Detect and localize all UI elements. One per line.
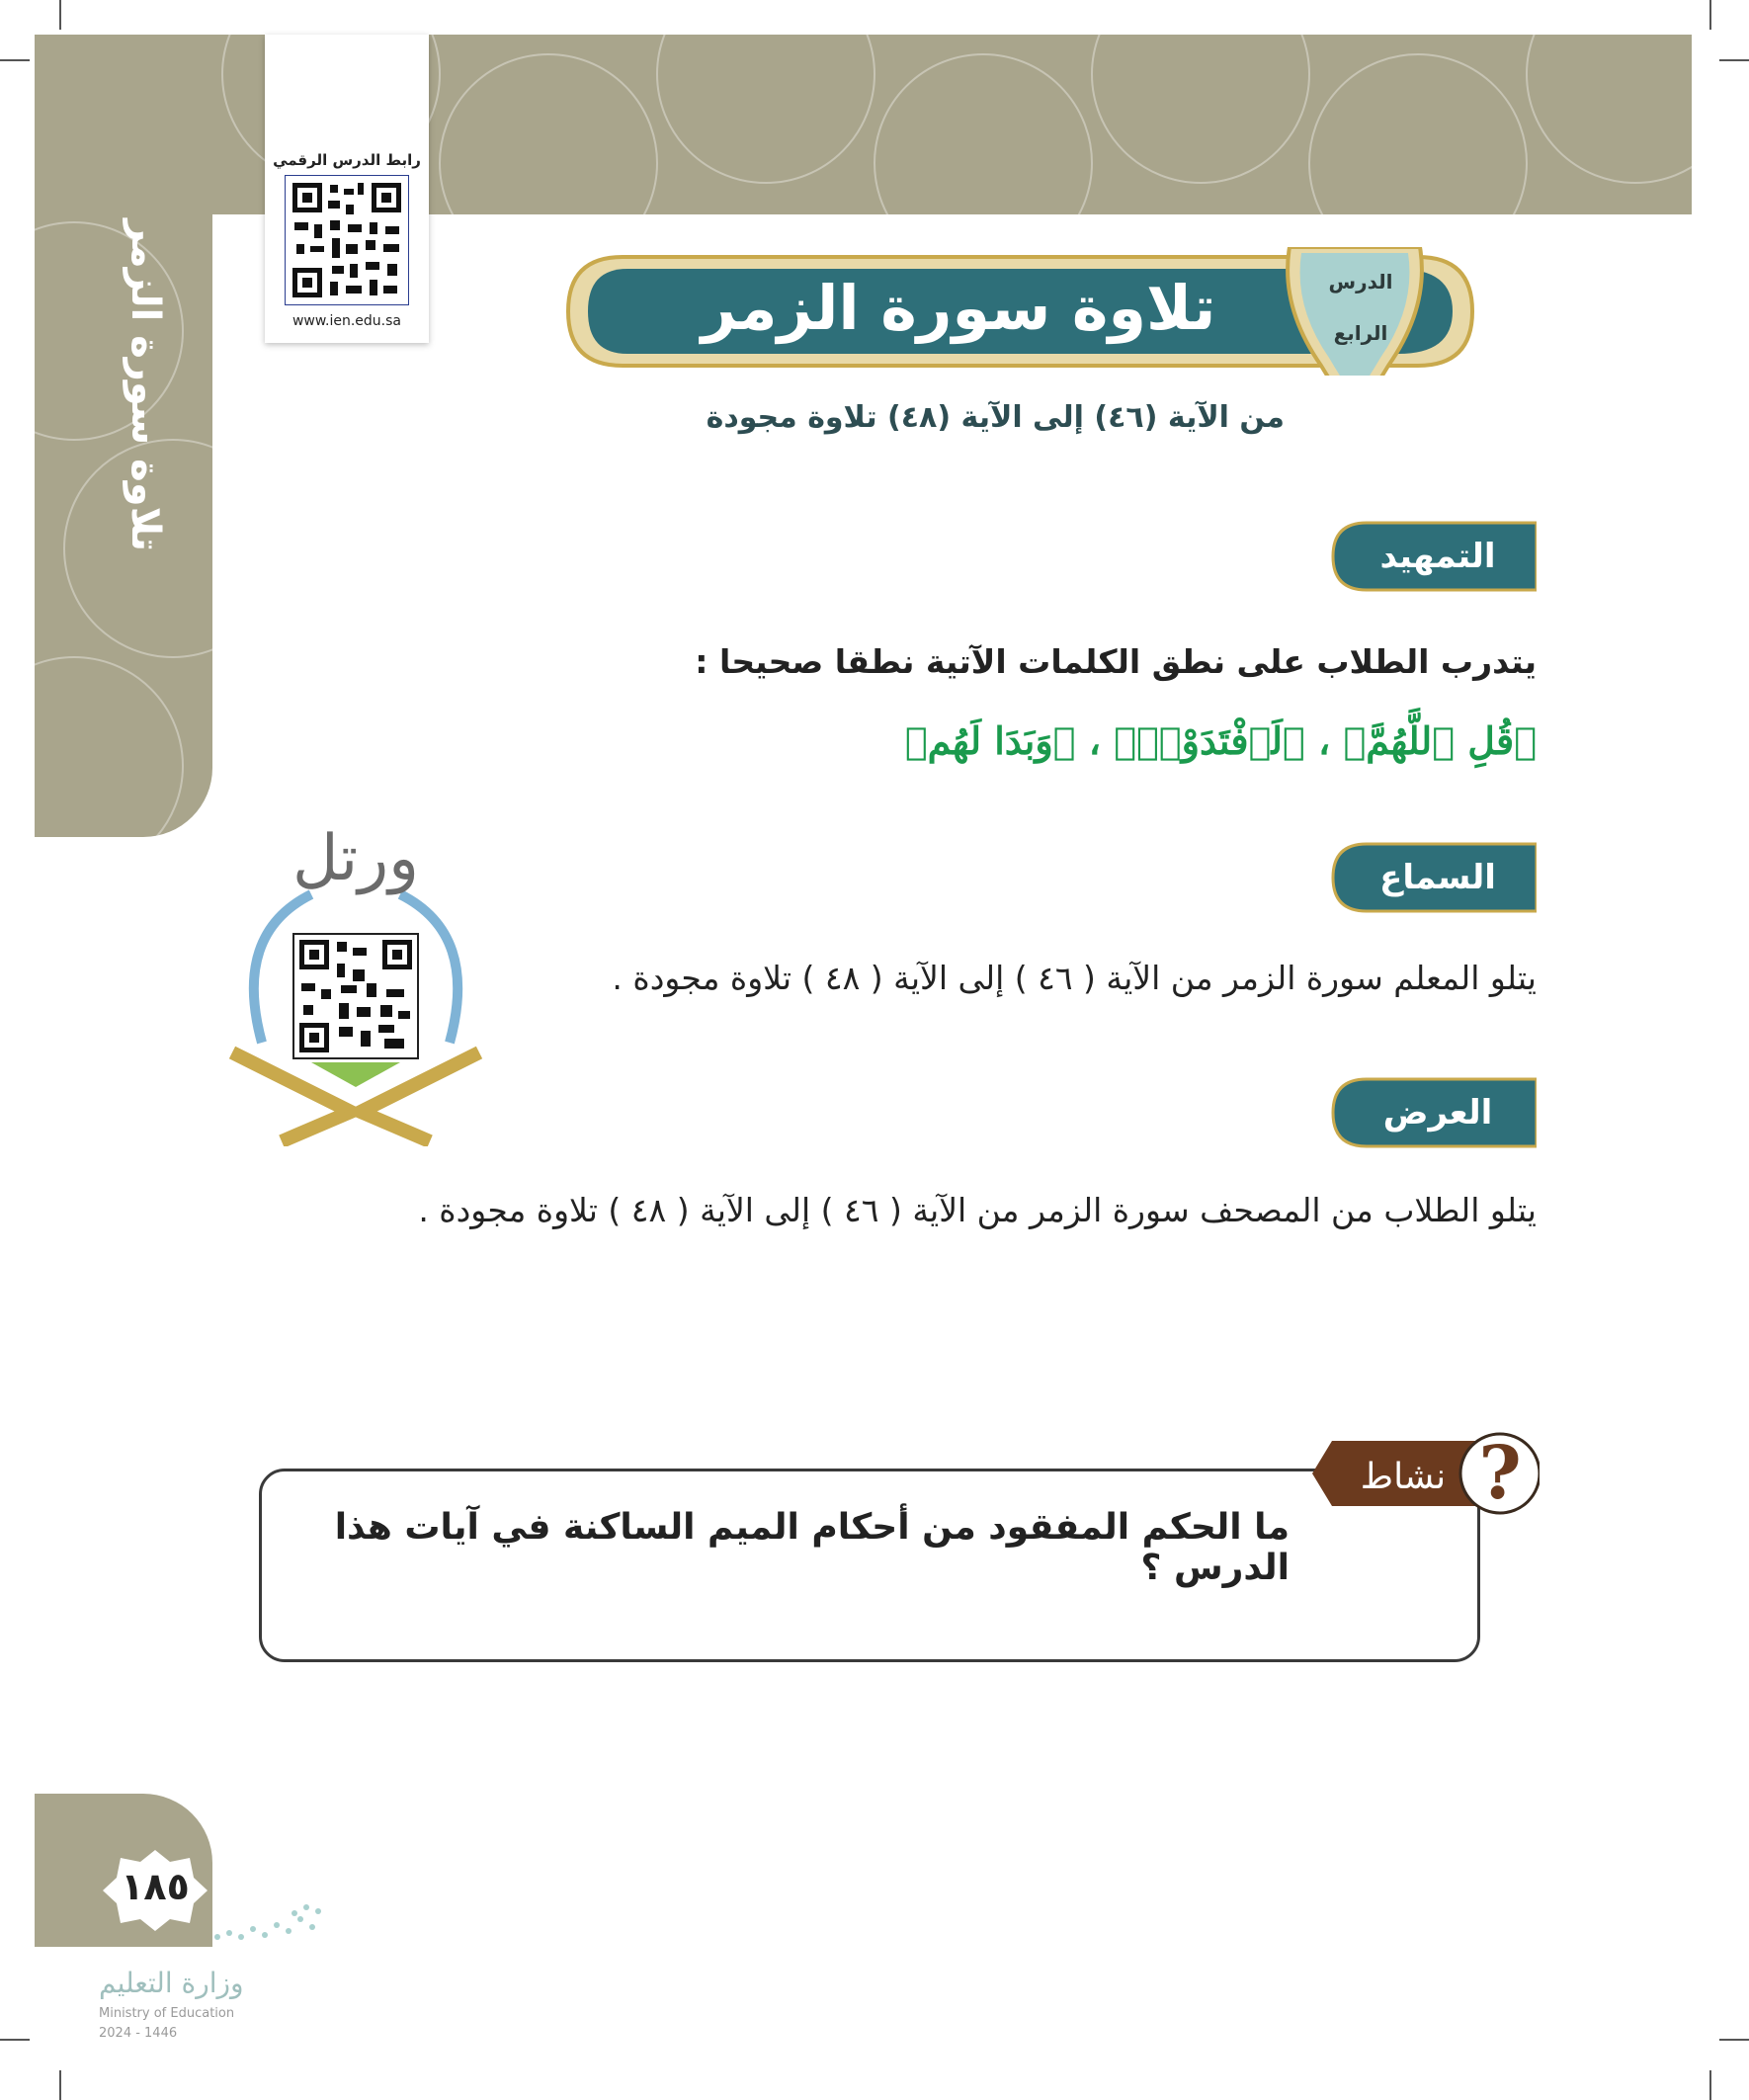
qr-code-icon[interactable] bbox=[285, 175, 409, 305]
crop-mark bbox=[59, 0, 61, 30]
sidebar-title: تلاوة سورة الزمر bbox=[123, 218, 168, 552]
question-mark-icon: ? bbox=[1478, 1431, 1522, 1516]
lesson-title: تلاوة سورة الزمر bbox=[701, 272, 1216, 344]
lesson-subtitle: من الآية (٤٦) إلى الآية (٤٨) تلاوة مجودة bbox=[706, 400, 1285, 435]
crop-mark bbox=[1719, 2039, 1749, 2041]
intro-text: يتدرب الطلاب على نطق الكلمات الآتية نطقا صحيحا : bbox=[695, 642, 1537, 681]
digital-lesson-url[interactable]: www.ien.edu.sa bbox=[292, 313, 402, 329]
crop-mark bbox=[0, 2039, 30, 2041]
activity-question: ما الحكم المفقود من أحكام الميم الساكنة في آيات هذا الدرس ؟ bbox=[334, 1507, 1290, 1588]
section-heading-listening: السماع bbox=[1379, 858, 1496, 897]
ministry-logo-arabic: وزارة التعليم bbox=[99, 1967, 244, 1999]
lesson-badge-number: الرابع bbox=[1333, 321, 1388, 345]
edition-year: 2024 - 1446 bbox=[99, 2026, 178, 2041]
crop-mark bbox=[1709, 2070, 1711, 2100]
activity-label: نشاط bbox=[1360, 1457, 1447, 1497]
crop-mark bbox=[1709, 0, 1711, 30]
section-heading-intro: التمهيد bbox=[1379, 537, 1496, 576]
crop-mark bbox=[59, 2070, 61, 2100]
ministry-logo-english: Ministry of Education bbox=[99, 2006, 235, 2021]
listening-text: يتلو المعلم سورة الزمر من الآية ( ٤٦ ) إلى الآية ( ٤٨ ) تلاوة مجودة . bbox=[612, 959, 1537, 997]
presentation-text: يتلو الطلاب من المصحف سورة الزمر من الآية ( ٤٦ ) إلى الآية ( ٤٨ ) تلاوة مجودة . bbox=[418, 1191, 1537, 1229]
practice-words: ﴿قُلِ ٱللَّهُمَّ﴾ ، ﴿لَٱفْتَدَوْا۟﴾ ، ﴿وَبَدَا لَهُم﴾ bbox=[904, 718, 1537, 763]
recitation-logo bbox=[222, 815, 489, 1146]
logo-calligraphy: ورتل bbox=[292, 822, 420, 895]
crop-mark bbox=[1719, 59, 1749, 61]
crop-mark bbox=[0, 59, 30, 61]
section-heading-presentation: العرض bbox=[1382, 1093, 1493, 1133]
page-number: ١٨٥ bbox=[121, 1865, 190, 1908]
digital-lesson-card[interactable] bbox=[265, 35, 429, 343]
dot-pattern bbox=[208, 1897, 326, 1947]
lesson-badge-label: الدرس bbox=[1328, 270, 1393, 294]
digital-lesson-caption: رابط الدرس الرقمي bbox=[273, 151, 421, 169]
